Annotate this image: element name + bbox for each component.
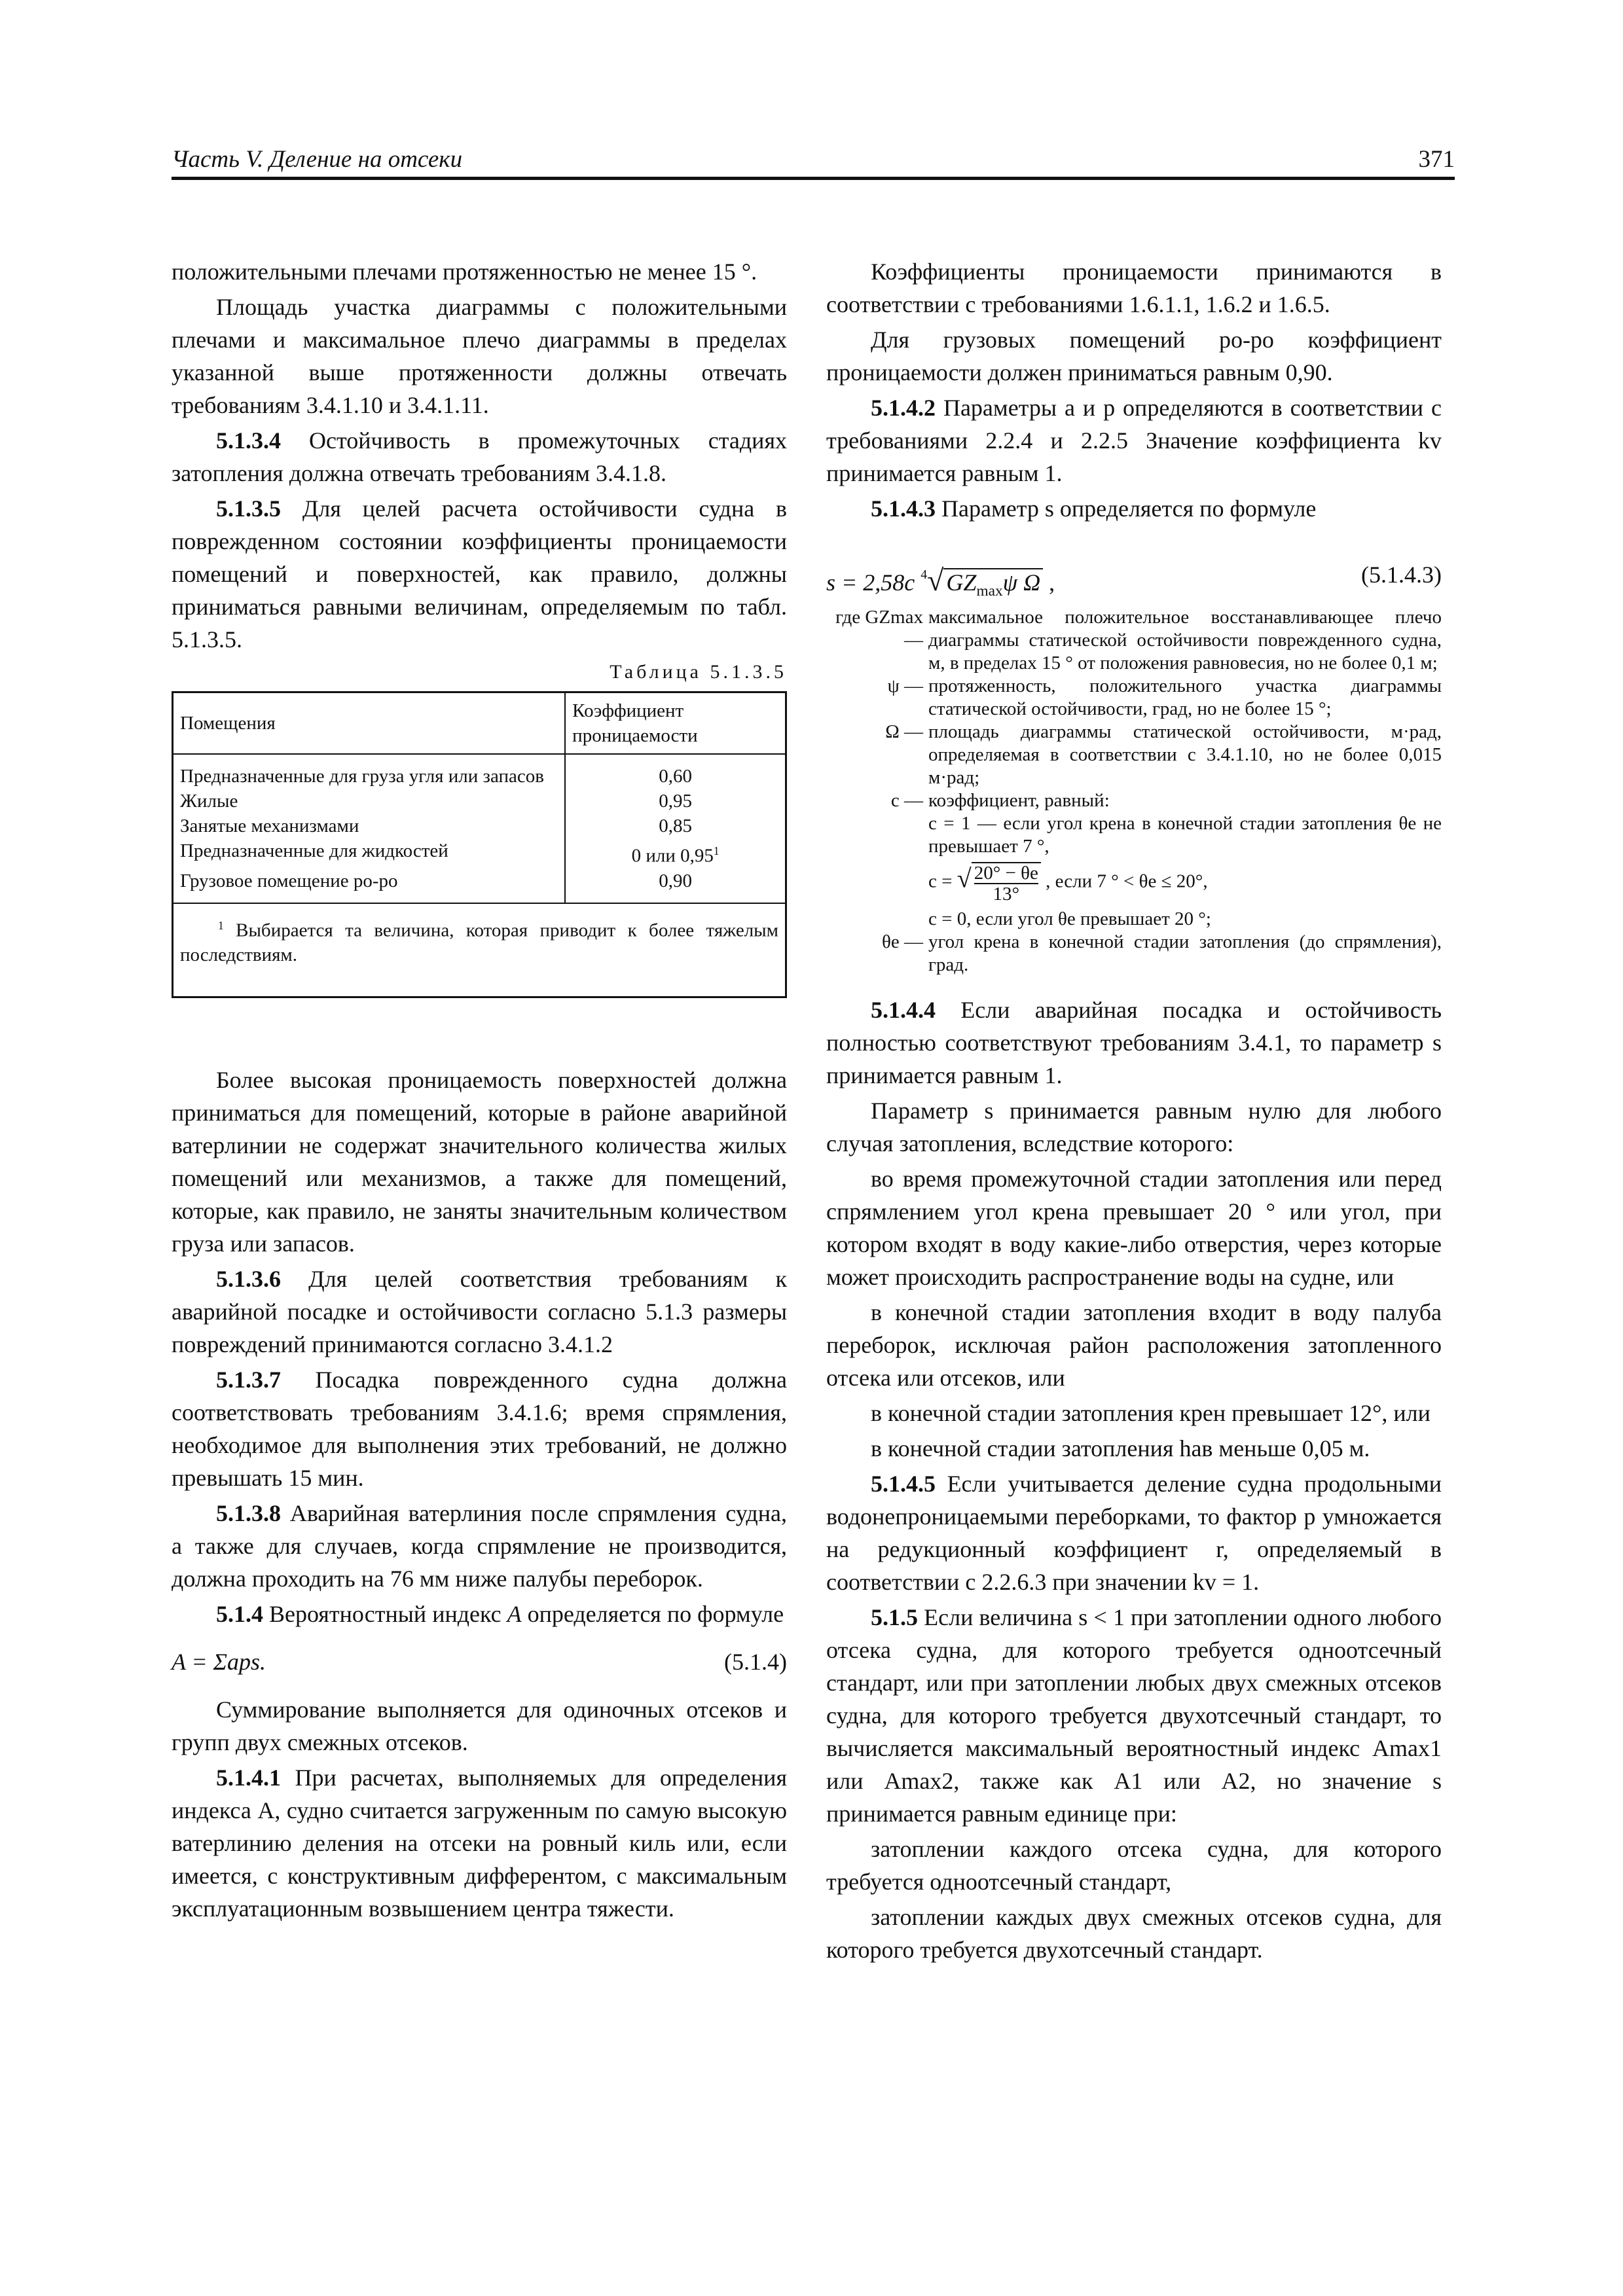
table-row: Грузовое помещение ро-ро 0,90 <box>173 869 786 903</box>
paragraph: Параметр s принимается равным нулю для любого случая затопления, вследствие которого: <box>826 1098 1442 1157</box>
paragraph: 5.1.3.4 Остойчивость в промежуточных стадиях затопления должна отвечать требованиям 3.4.1.8. <box>172 427 788 486</box>
clause-number: 5.1.3.4 <box>216 427 281 454</box>
formula-legend: где GZmax — максимальное положительное восстанавливающее плечо диаграммы статической остойчивости поврежденного судна, м, в пределах 15 ° от положения равновесия, но не более 0,1 м; ψ — протяженность, положительного участка диаграммы статической остойчивости, град, но не более 15 °; Ω — площадь диаграммы статической остойчивости, м·рад, определяемая в соответствии с 3.4.1.10, но не более 0,015 м·рад; c — коэффициент, равный: c = 1 — если угол крена в конечной стадии затопления θe не превышает 7 °, c = √ $\frac{20^\circ - \theta e}{13^\circ}$ , если 7 ° < θe ≤ 20°, c = 0, если угол θe превышает 20 °; θe — угол крена в конечной стадии затопления (до спрямления), град. <box>835 607 1442 975</box>
left-column <box>172 255 787 1928</box>
paragraph: затоплении каждых двух смежных отсеков судна, для которого требуется двухотсечный стандарт. <box>826 1904 1442 1963</box>
formula-number: (5.1.4.3) <box>1361 562 1442 588</box>
paragraph: в конечной стадии затопления крен превышает 12°, или <box>871 1400 1431 1426</box>
paragraph: 5.1.3.8 Аварийная ватерлиния после спрямления судна, а также для случаев, когда спрямление не производится, должна проходить на 76 мм ниже палубы переборок. <box>172 1500 787 1592</box>
clause-number: 5.1.3.5 <box>216 495 281 522</box>
paragraph: 5.1.4.1 При расчетах, выполняемых для определения индекса A, судно считается загруженным по самую высокую ватерлинию деления на отсеки на ровный киль или, если имеется, с конструктивным дифферентом, с максимальным эксплуатационным возвышением центра тяжести. <box>172 1765 788 1922</box>
paragraph: в конечной стадии затопления входит в воду палуба переборок, исключая район расположения затопленного отсека или отсеков, или <box>826 1299 1442 1391</box>
clause-number: 5.1.3.7 <box>216 1367 281 1393</box>
formula-5-1-4-3: s = 2,58c $^4$√ $GZ_{max}\psi$ Ω , (5.1.4.3) <box>826 555 1442 594</box>
clause-number: 5.1.4.2 <box>871 395 936 421</box>
paragraph: 5.1.3.7 Посадка поврежденного судна должна соответствовать требованиям 3.4.1.6; время спрямления, необходимое для выполнения этих требований, не должно превышать 15 мин. <box>172 1367 787 1492</box>
paragraph: в конечной стадии затопления hав меньше 0,05 м. <box>871 1435 1370 1462</box>
clause-number: 5.1.5 <box>871 1604 918 1630</box>
table-header-spaces: Помещения <box>173 692 566 755</box>
header-rule <box>172 177 1455 180</box>
paragraph: 5.1.3.6 Для целей соответствия требованиям к аварийной посадке и остойчивости согласно 5.1.3 размеры повреждений принимаются согласно 3.4.1.2 <box>172 1266 788 1358</box>
paragraph: 5.1.5 Если величина s < 1 при затоплении одного любого отсека судна, для которого требуется одноотсечный стандарт, или при затоплении любых двух смежных отсеков судна, для которого требуется двухотсечный стандарт, то вычисляется максимальный вероятностный индекс Amax1 или Amax2, также как A1 или A2, но значение s принимается равным единице при: <box>826 1604 1442 1827</box>
clause-number: 5.1.3.8 <box>216 1500 281 1527</box>
table-header-coefficient: Коэффициент проницаемости <box>565 692 786 755</box>
formula-number: (5.1.4) <box>724 1649 787 1676</box>
table-row: Предназначенные для жидкостей 0 или 0,95$^1$ <box>173 838 786 869</box>
clause-number: 5.1.4.4 <box>871 997 936 1023</box>
table-footnote: $^1$ Выбирается та величина, которая приводит к более тяжелым последствиям. <box>173 903 786 997</box>
paragraph: Для грузовых помещений ро-ро коэффициент проницаемости должен приниматься равным 0,90. <box>826 327 1442 386</box>
clause-number: 5.1.4.1 <box>216 1765 281 1791</box>
clause-number: 5.1.4.3 <box>871 495 936 522</box>
table-row: Занятые механизмами 0,85 <box>173 814 786 838</box>
table-caption: Таблица 5.1.3.5 <box>610 661 787 683</box>
paragraph: 5.1.4.3 Параметр s определяется по формуле <box>871 495 1317 522</box>
paragraph: 5.1.4.4 Если аварийная посадка и остойчивость полностью соответствуют требованиям 3.4.1, то параметр s принимается равным 1. <box>826 997 1442 1088</box>
paragraph: затоплении каждого отсека судна, для которого требуется одноотсечный стандарт, <box>826 1836 1442 1895</box>
paragraph: Коэффициенты проницаемости принимаются в соответствии с требованиями 1.6.1.1, 1.6.2 и 1.6.5. <box>826 259 1442 317</box>
paragraph: Площадь участка диаграммы с положительными плечами и максимальное плечо диаграммы в пределах указанной выше протяженности должны отвечать требованиям 3.4.1.10 и 3.4.1.11. <box>172 294 787 418</box>
permeability-table <box>172 691 787 998</box>
paragraph: 5.1.4 Вероятностный индекс A определяется по формуле <box>216 1601 784 1628</box>
page-number: 371 <box>1418 146 1455 173</box>
paragraph: 5.1.4.5 Если учитывается деление судна продольными водонепроницаемыми переборками, то фактор p умножается на редукционный коэффициент r, определяемый в соответствии с 2.2.6.3 при значении kv = 1. <box>826 1471 1442 1595</box>
right-column <box>826 255 1442 1969</box>
radical-sign: √ <box>927 564 944 597</box>
formula-5-1-4: A = Σaps. (5.1.4) <box>172 1642 787 1681</box>
paragraph: Более высокая проницаемость поверхностей должна приниматься для помещений, которые в районе аварийной ватерлинии не содержат значительного количества жилых помещений или механизмов, а также для помещений, которые, как правило, не заняты значительным количеством груза или запасов. <box>172 1067 787 1257</box>
paragraph: во время промежуточной стадии затопления или перед спрямлением угол крена превышает 20 ° или угол, при котором входят в воду какие-либо отверстия, через которые может происходить распространение воды на судне, или <box>826 1166 1442 1290</box>
clause-number: 5.1.4 <box>216 1601 263 1628</box>
running-title: Часть V. Деление на отсеки <box>172 146 463 173</box>
paragraph: 5.1.3.5 Для целей расчета остойчивости судна в поврежденном состоянии коэффициенты проницаемости помещений и поверхностей, как правило, должны приниматься равными величинам, определяемым по табл. 5.1.3.5. <box>172 495 788 653</box>
page-header <box>172 145 1455 177</box>
paragraph: Суммирование выполняется для одиночных отсеков и групп двух смежных отсеков. <box>172 1696 787 1756</box>
clause-number: 5.1.3.6 <box>216 1266 281 1293</box>
clause-number: 5.1.4.5 <box>871 1471 936 1497</box>
paragraph: 5.1.4.2 Параметры a и p определяются в соответствии с требованиями 2.2.4 и 2.2.5 Значение коэффициента kv принимается равным 1. <box>826 395 1442 486</box>
table-row: Жилые 0,95 <box>173 789 786 814</box>
table-row: Предназначенные для груза угля или запасов 0,60 <box>173 754 786 789</box>
paragraph: положительными плечами протяженностью не менее 15 °. <box>172 259 757 285</box>
